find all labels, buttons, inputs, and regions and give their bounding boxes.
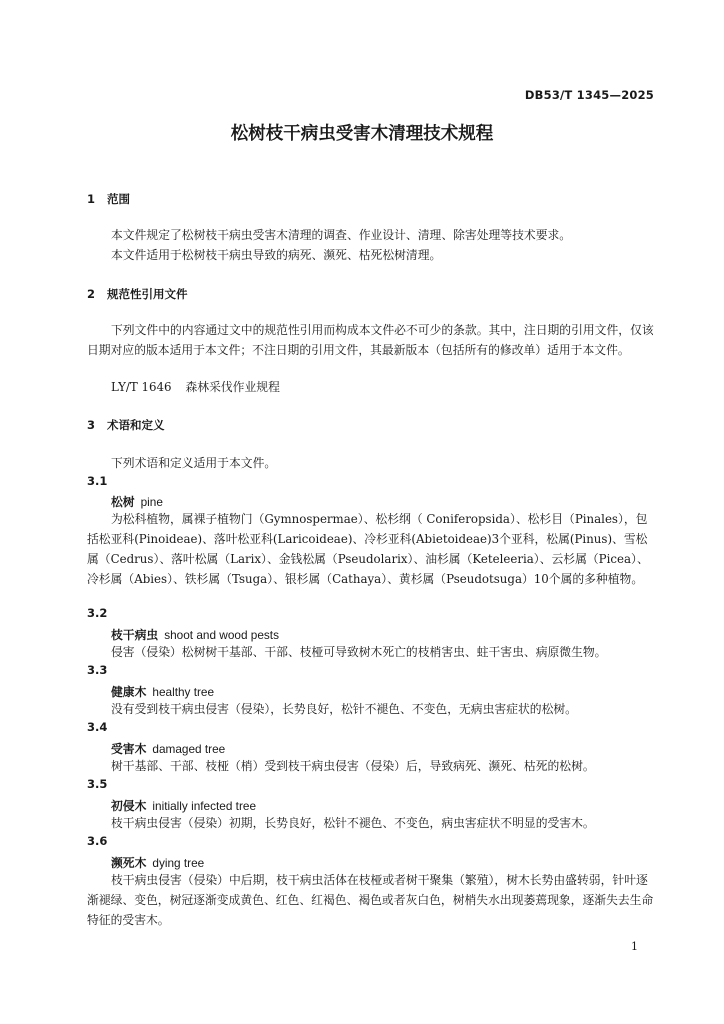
term-heading xyxy=(111,683,214,700)
term-definition: 枝干病虫侵害（侵染）初期，长势良好，松针不褪色、不变色，病虫害症状不明显的受害木。 xyxy=(111,816,595,830)
section-1-heading xyxy=(87,191,130,207)
term-heading xyxy=(111,740,225,757)
document-title: 松树枝干病虫受害木清理技术规程 xyxy=(230,124,494,144)
reference-name: 森林采伐作业规程 xyxy=(185,380,280,394)
term-heading xyxy=(111,493,163,510)
section-title: 术语和定义 xyxy=(107,418,165,432)
term-number: 3.1 xyxy=(87,474,108,488)
term-definition: 没有受到枝干病虫侵害（侵染），长势良好，松针不褪色、不变色，无病虫害症状的松树。 xyxy=(111,702,577,716)
section-number: 2 xyxy=(87,287,96,301)
term-en: pine xyxy=(140,495,163,509)
reference-code: LY/T 1646 xyxy=(111,380,172,394)
term-definition: 侵害（侵染）松树树干基部、干部、枝桠可导致树木死亡的枝梢害虫、蛀干害虫、病原微生物。 xyxy=(111,645,607,659)
term-number: 3.5 xyxy=(87,777,108,791)
term-zh: 枝干病虫 xyxy=(111,628,159,642)
term-heading xyxy=(111,797,256,814)
term-en: damaged tree xyxy=(152,742,226,756)
reference-entry xyxy=(111,378,280,395)
term-heading xyxy=(111,854,204,871)
standard-code: DB53/T 1345—2025 xyxy=(524,88,654,102)
term-definition: 为松科植物，属裸子植物门（Gymnospermae）、松杉纲（ Coniferopsida）、松杉目（Pinales），包括松亚科(Pinoideae)、落叶松亚科(Laricoideae)、冷杉亚科(Abietoideae)3个亚科，松属(Pinus)、雪松属（Cedrus）、落叶松属（Larix）、金钱松属（Pseudolarix）、油杉属（Keteleeria）、云杉属（Picea）、冷杉属（Abies）、铁杉属（Tsuga）、银杉属（Cathaya）、黄杉属（Pseudotsuga）10个属的多种植物。 xyxy=(87,512,649,586)
section-title: 范围 xyxy=(107,192,130,206)
term-number: 3.3 xyxy=(87,663,108,677)
terms-intro: 下列术语和定义适用于本文件。 xyxy=(111,456,277,470)
page-number: 1 xyxy=(631,940,638,953)
normative-references-paragraph: 下列文件中的内容通过文中的规范性引用而构成本文件必不可少的条款。其中，注日期的引用文件，仅该日期对应的版本适用于本文件；不注日期的引用文件，其最新版本（包括所有的修改单）适用于本文件。 xyxy=(87,323,654,357)
term-number: 3.2 xyxy=(87,606,108,620)
term-zh: 松树 xyxy=(111,495,135,509)
term-en: initially infected tree xyxy=(152,799,257,813)
section-title: 规范性引用文件 xyxy=(107,287,188,301)
term-en: dying tree xyxy=(152,856,205,870)
term-zh: 初侵木 xyxy=(111,799,147,813)
term-number: 3.6 xyxy=(87,834,108,848)
term-zh: 濒死木 xyxy=(111,856,147,870)
term-en: healthy tree xyxy=(152,685,215,699)
term-number: 3.4 xyxy=(87,720,108,734)
section-2-heading xyxy=(87,286,188,302)
term-zh: 受害木 xyxy=(111,742,147,756)
term-definition: 树干基部、干部、枝桠（梢）受到枝干病虫侵害（侵染）后，导致病死、濒死、枯死的松树。 xyxy=(111,759,595,773)
scope-paragraph-2: 本文件适用于松树枝干病虫导致的病死、濒死、枯死松树清理。 xyxy=(111,248,442,262)
term-zh: 健康木 xyxy=(111,685,147,699)
section-number: 1 xyxy=(87,192,96,206)
section-3-heading xyxy=(87,417,165,433)
term-heading xyxy=(111,626,279,643)
section-number: 3 xyxy=(87,418,96,432)
scope-paragraph-1: 本文件规定了松树枝干病虫受害木清理的调查、作业设计、清理、除害处理等技术要求。 xyxy=(111,228,572,242)
term-definition: 枝干病虫侵害（侵染）中后期，枝干病虫活体在枝桠或者树干聚集（繁殖），树木长势由盛转弱，针叶逐渐褪绿、变色，树冠逐渐变成黄色、红色、红褐色、褐色或者灰白色，树梢失水出现萎蔫现象，逐渐失去生命特征的受害木。 xyxy=(87,873,654,927)
term-en: shoot and wood pests xyxy=(164,628,279,642)
